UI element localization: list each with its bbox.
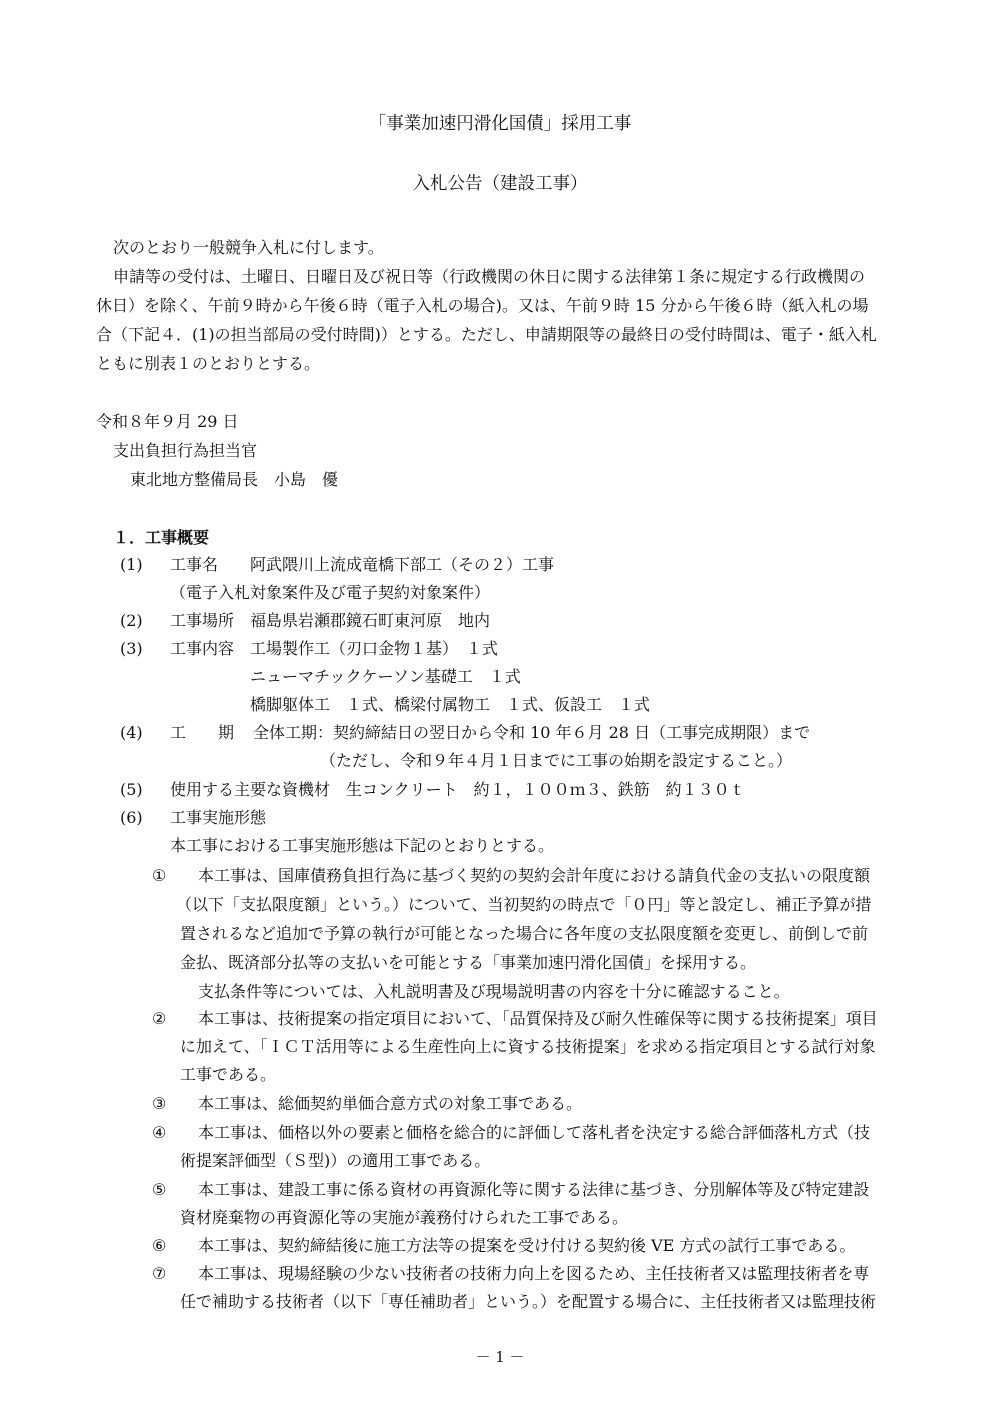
clause-2-marker: ② bbox=[152, 1009, 167, 1028]
intro-line-4: 合（下記４．(1)の担当部局の受付時間)）とする。ただし、申請期限等の最終日の受付時間は、電子・紙入札 bbox=[96, 325, 877, 344]
item-6-label: 工事実施形態 bbox=[170, 808, 267, 827]
item-4-number: (4) bbox=[120, 723, 143, 742]
item-5-text: 使用する主要な資機材 生コンクリート 約１，１００ｍ３、鉄筋 約１３０ｔ bbox=[170, 780, 746, 799]
clause-2-line-1: 本工事は、技術提案の指定項目において、「品質保持及び耐久性確保等に関する技術提案」項目 bbox=[198, 1009, 878, 1028]
document-title-line1: 「事業加速円滑化国債」採用工事 bbox=[368, 114, 632, 134]
item-6-intro: 本工事における工事実施形態は下記のとおりとする。 bbox=[170, 836, 555, 855]
intro-line-1: 次のとおり一般競争入札に付します。 bbox=[113, 238, 384, 257]
item-1-value: 阿武隈川上流成竜橋下部工（その２）工事 bbox=[250, 555, 555, 574]
clause-4-line-2: 術提案評価型（Ｓ型)）の適用工事である。 bbox=[180, 1151, 491, 1170]
intro-line-3: 休日）を除く、午前９時から午後６時（電子入札の場合)。又は、午前９時 15 分から午後６時（紙入札の場 bbox=[96, 296, 869, 315]
clause-6-marker: ⑥ bbox=[152, 1236, 167, 1255]
clause-4-marker: ④ bbox=[152, 1123, 167, 1142]
item-4-value: 全体工期：契約締結日の翌日から令和 10 年６月 28 日（工事完成期限）まで bbox=[253, 723, 811, 742]
clause-3-line-1: 本工事は、総価契約単価合意方式の対象工事である。 bbox=[198, 1094, 583, 1113]
clause-1-line-1: 本工事は、国庫債務負担行為に基づく契約の契約会計年度における請負代金の支払いの限度額 bbox=[198, 866, 871, 885]
clause-4-line-1: 本工事は、価格以外の要素と価格を総合的に評価して落札者を決定する総合評価落札方式（技 bbox=[198, 1123, 871, 1142]
clause-7-marker: ⑦ bbox=[152, 1264, 167, 1283]
clause-1-line-3: 置されるなど追加で予算の執行が可能となった場合に各年度の支払限度額を変更し、前倒しで前 bbox=[180, 924, 869, 943]
page-number: － 1 － bbox=[475, 1348, 525, 1366]
section-1-heading: １．工事概要 bbox=[113, 528, 210, 547]
item-2-value: 福島県岩瀬郡鏡石町東河原 地内 bbox=[250, 611, 491, 630]
clause-6-line-1: 本工事は、契約締結後に施工方法等の提案を受け付ける契約後 VE 方式の試行工事である。 bbox=[198, 1236, 856, 1255]
item-3-line-3: 橋脚躯体工 １式、橋梁付属物工 １式、仮設工 １式 bbox=[250, 695, 651, 714]
item-3-line-2: ニューマチックケーソン基礎工 １式 bbox=[250, 667, 521, 686]
official-title: 支出負担行為担当官 bbox=[113, 441, 258, 460]
item-4-subnote: （ただし、令和９年４月１日までに工事の始期を設定すること。） bbox=[320, 751, 793, 770]
clause-3-marker: ③ bbox=[152, 1094, 167, 1113]
clause-1-line-4: 金払、既済部分払等の支払いを可能とする「事業加速円滑化国債」を採用する。 bbox=[180, 953, 757, 972]
item-1-number: (1) bbox=[120, 555, 143, 574]
clause-7-line-2: 任で補助する技術者（以下「専任補助者」という。）を配置する場合に、主任技術者又は監理技術 bbox=[180, 1292, 877, 1311]
item-1-subnote: （電子入札対象案件及び電子契約対象案件） bbox=[170, 583, 491, 602]
item-3-number: (3) bbox=[120, 639, 143, 658]
notice-date: 令和８年９月 29 日 bbox=[96, 412, 239, 431]
intro-line-5: ともに別表１のとおりとする。 bbox=[96, 354, 321, 373]
clause-1-line-2: （以下「支払限度額」という。）について、当初契約の時点で「０円」等と設定し、補正予算が措 bbox=[176, 895, 872, 914]
item-1-label: 工事名 bbox=[170, 555, 219, 574]
clause-2-line-2: に加えて、「ＩＣＴ活用等による生産性向上に資する技術提案」を求める指定項目とする試行対象 bbox=[180, 1037, 876, 1056]
item-6-number: (6) bbox=[120, 808, 143, 827]
clause-5-line-1: 本工事は、建設工事に係る資材の再資源化等に関する法律に基づき、分別解体等及び特定建設 bbox=[198, 1180, 870, 1199]
clause-1-marker: ① bbox=[152, 866, 167, 885]
clause-7-line-1: 本工事は、現場経験の少ない技術者の技術力向上を図るため、主任技術者又は監理技術者を専 bbox=[198, 1264, 870, 1283]
item-5-number: (5) bbox=[120, 780, 143, 799]
official-name: 東北地方整備局長 小島 優 bbox=[130, 470, 339, 489]
item-3-label: 工事内容 bbox=[170, 639, 235, 658]
clause-5-line-2: 資材廃棄物の再資源化等の実施が義務付けられた工事である。 bbox=[180, 1208, 629, 1227]
item-2-number: (2) bbox=[120, 611, 143, 630]
clause-1-line-5: 支払条件等については、入札説明書及び現場説明書の内容を十分に確認すること。 bbox=[198, 982, 790, 1001]
item-2-label: 工事場所 bbox=[170, 611, 235, 630]
clause-5-marker: ⑤ bbox=[152, 1180, 167, 1199]
document-title-line2: 入札公告（建設工事） bbox=[412, 174, 588, 194]
item-3-line-1: 工場製作工（刃口金物１基） １式 bbox=[250, 639, 499, 658]
clause-2-line-3: 工事である。 bbox=[180, 1065, 277, 1084]
item-4-label: 工 期 bbox=[170, 723, 235, 742]
intro-line-2: 申請等の受付は、土曜日、日曜日及び祝日等（行政機関の休日に関する法律第１条に規定する行政機関の bbox=[113, 267, 866, 286]
